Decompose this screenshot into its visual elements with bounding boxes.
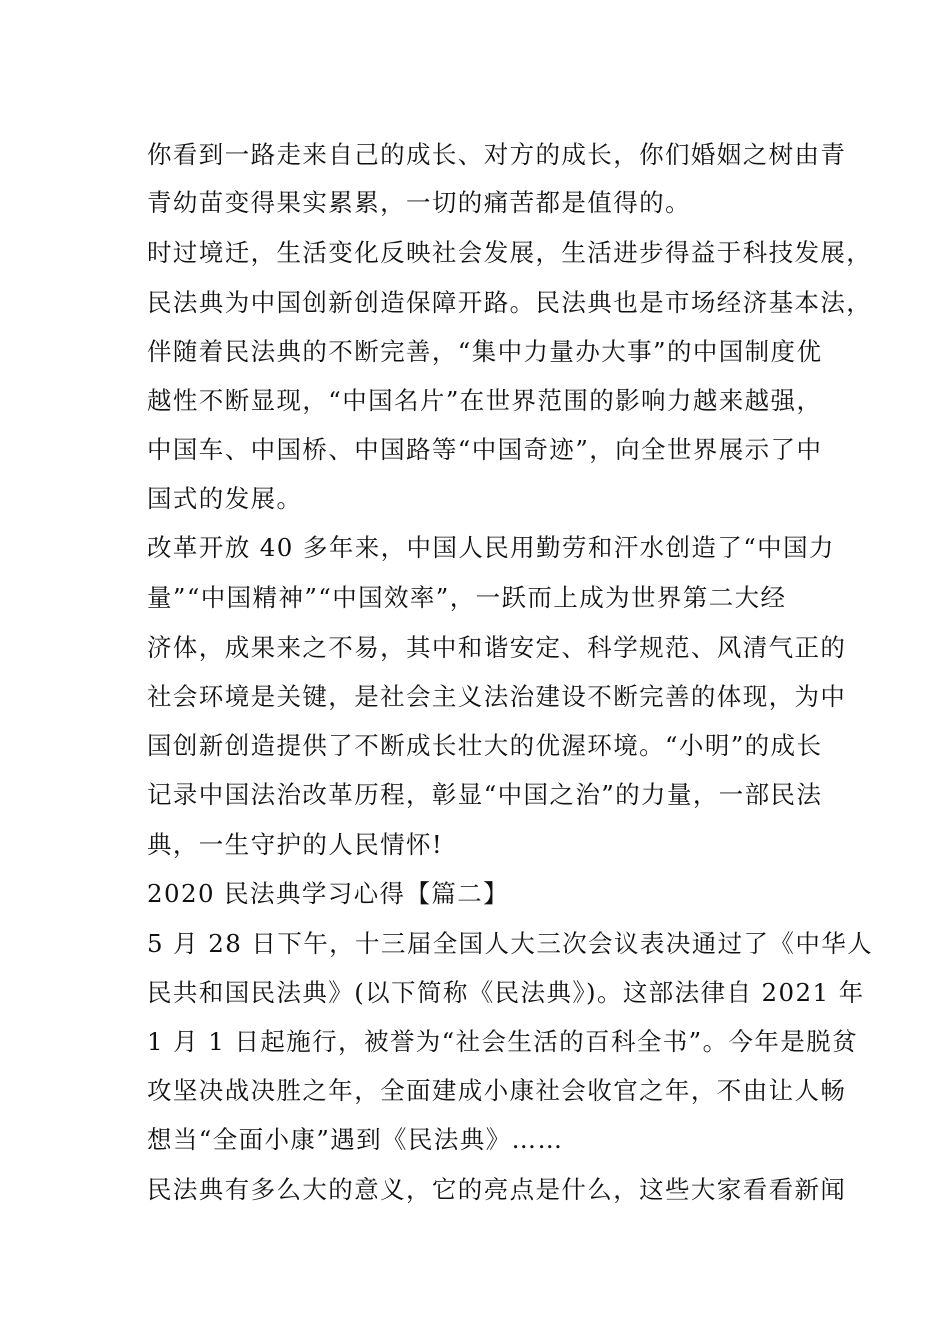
text-line: 社会环境是关键，是社会主义法治建设不断完善的体现，为中 xyxy=(147,682,847,711)
text-line: 青幼苗变得果实累累，一切的痛苦都是值得的。 xyxy=(147,188,691,217)
text-line: 量”“中国精神”“中国效率”，一跃而上成为世界第二大经 xyxy=(147,583,787,612)
text-line: 改革开放 40 多年来，中国人民用勤劳和汗水创造了“中国力 xyxy=(147,533,835,562)
text-line: 典，一生守护的人民情怀! xyxy=(147,830,444,859)
text-line: 民法典有多么大的意义，它的亮点是什么，这些大家看看新闻 xyxy=(147,1175,847,1204)
text-line: 中国车、中国桥、中国路等“中国奇迹”，向全世界展示了中 xyxy=(147,435,823,464)
text-line: 时过境迁，生活变化反映社会发展，生活进步得益于科技发展， xyxy=(147,238,873,267)
text-line: 民共和国民法典》(以下简称《民法典》)。这部法律自 2021 年 xyxy=(147,978,865,1007)
text-line: 伴随着民法典的不断完善，“集中力量办大事”的中国制度优 xyxy=(147,337,823,366)
text-line: 民法典为中国创新创造保障开路。民法典也是市场经济基本法， xyxy=(147,288,873,317)
text-line: 你看到一路走来自己的成长、对方的成长，你们婚姻之树由青 xyxy=(147,140,847,169)
text-line: 济体，成果来之不易，其中和谐安定、科学规范、风清气正的 xyxy=(147,633,847,662)
text-line: 攻坚决战决胜之年，全面建成小康社会收官之年，不由让人畅 xyxy=(147,1076,847,1105)
text-line: 记录中国法治改革历程，彰显“中国之治”的力量，一部民法 xyxy=(147,780,823,809)
text-line: 5 月 28 日下午，十三届全国人大三次会议表决通过了《中华人 xyxy=(147,929,874,958)
text-line: 越性不断显现，“中国名片”在世界范围的影响力越来越强， xyxy=(147,386,823,415)
text-line: 国创新创造提供了不断成长壮大的优渥环境。“小明”的成长 xyxy=(147,731,823,760)
section-heading: 2020 民法典学习心得【篇二】 xyxy=(147,879,510,908)
text-line: 国式的发展。 xyxy=(147,484,303,513)
text-line: 1 月 1 日起施行，被誉为“社会生活的百科全书”。今年是脱贫 xyxy=(147,1027,858,1056)
text-line: 想当“全面小康”遇到《民法典》…… xyxy=(147,1125,564,1154)
